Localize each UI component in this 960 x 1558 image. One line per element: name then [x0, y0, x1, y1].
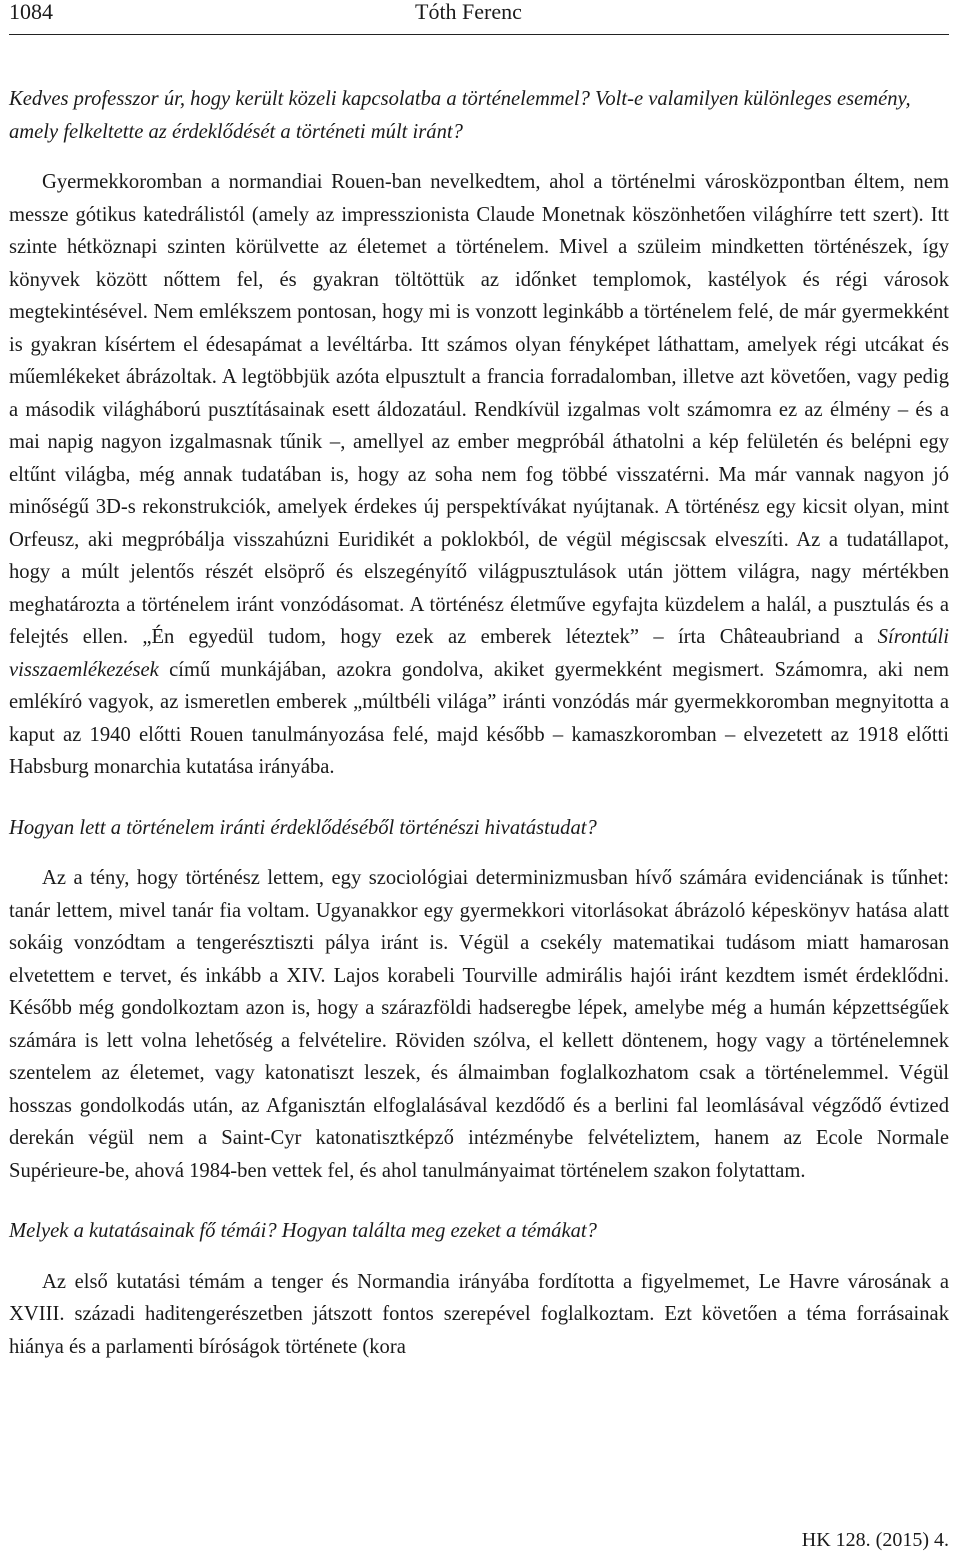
book-title: Sírontúli visszaemlékezések [9, 626, 949, 681]
answer-text: című munkájában, azokra gondolva, akiket gyermekként megismert. Számomra, aki nem emlékíró vagyok, az ismeretlen emberek „múltbéli világa” iránti vonzódás már gyermekkoromban megnyitotta a kaput az 1940 előtti Rouen tanulmányozása felé, majd később – kamaszkoromban – elvezetett az 1918 előtti Habsburg monarchia kutatása irányába. [9, 658, 949, 778]
page-number: 1084 [9, 0, 53, 24]
answer-paragraph [9, 166, 949, 784]
interview-question: Melyek a kutatásainak fő témái? Hogyan találta meg ezeket a témákat? [9, 1220, 597, 1242]
journal-reference: HK 128. (2015) 4. [801, 1529, 949, 1551]
answer-text: Gyermekkoromban a normandiai Rouen-ban nevelkedtem, ahol a történelmi városközpontban éltem, nem messze gótikus katedrálistól (amely az impresszionista Claude Monetnak köszönhetően világhírre tett szert). Itt szinte hétköznapi szinten körülvette az életemet a történelem. Mivel a szüleim mindketten történészek, így könyvek között nőttem fel, és gyakran töltöttük az időnket templomok, kastélyok és régi városok megtekintésével. Nem emlékszem pontosan, hogy mi is vonzott leginkább a történelem felé, de már gyermekként is gyakran kísértem el édesapámat a levéltárba. Itt számos olyan fényképet láthattam, amelyek régi utcákat és műemlékeket ábrázoltak. A legtöbbjük azóta elpusztult a francia forradalomban, illetve azt követően, vagy pedig a második világháború pusztításainak esett áldozatául. Rendkívül izgalmas volt számomra ez az élmény – és a mai napig nagyon izgalmasnak tűnik –, amellyel az ember megpróbál áthatolni a kép felületén és belépni egy eltűnt világba, még annak tudatában is, hogy az soha nem fog többé visszatérni. Ma már vannak nagyon jó minőségű 3D-s rekonstrukciók, amelyek érdekes új perspektívákat nyújtanak. A történész egy kicsit olyan, mint Orfeusz, aki megpróbálja visszahúzni Euridikét a poklokból, de végül mégiscsak elveszíti. Az a tudatállapot, hogy a múlt jelentős részét elsöprő és elszegényítő világpusztulások után jöttem világra, nagy mértékben meghatározta a történelem iránt vonzódásomat. A történész életműve egyfajta küzdelem a halál, a pusztulás és a felejtés ellen. „Én egyedül tudom, hogy ezek az emberek léteztek” – írta Châteaubriand a [9, 171, 949, 648]
document-page [9, 0, 949, 1358]
article-body [9, 83, 949, 1363]
interview-question: Hogyan lett a történelem iránti érdeklődéséből történészi hivatástudat? [9, 816, 597, 839]
running-title: Tóth Ferenc [415, 0, 522, 24]
interview-question: Kedves professzor úr, hogy került közeli kapcsolatba a történelemmel? Volt-e valamilyen különleges esemény, amely felkeltette az érdeklődését a történeti múlt iránt? [9, 88, 911, 143]
answer-paragraph: Az a tény, hogy történész lettem, egy szociológiai determinizmusban hívő számára evidenciának is tűnhet: tanár lettem, mivel tanár fia voltam. Ugyanakkor egy gyermekkori vitorlásokat ábrázoló képeskönyv hatása alatt sokáig vonzódtam a tengerésztiszti pálya iránt is. Végül a csekély matematikai tudásom miatt hamarosan elvetettem e tervet, és inkább a XIV. Lajos korabeli Tourville admirális hajói iránt kezdtem ismét érdeklődni. Később még gondolkoztam azon is, hogy a szárazföldi hadseregbe lépek, amelybe még a humán képzettségűek számára is lett volna lehetőség a felvételire. Röviden szólva, el kellett döntenem, hogy vagy a történelemnek szentelem az életemet, vagy katonatiszt leszek, és álmaimban foglalkozhatom csak a történelemmel. Végül hosszas gondolkodás után, az Afganisztán elfoglalásával kezdődő és a berlini fal leomlásával végződő évtized derekán végül nem a Saint-Cyr katonatisztképző intézménybe felvételiztem, hanem az Ecole Normale Supérieure-be, ahová 1984-ben vettek fel, és ahol tanulmányaimat történelem szakon folytattam. [9, 867, 949, 1182]
page-header [9, 0, 949, 35]
answer-paragraph: Az első kutatási témám a tenger és Normandia irányába fordította a figyelmemet, Le Havre városának a XVIII. századi haditengerészetben játszott fontos szerepével foglalkoztam. Ezt követően a téma forrásainak hiánya és a parlamenti bíróságok története (kora [9, 1270, 949, 1358]
